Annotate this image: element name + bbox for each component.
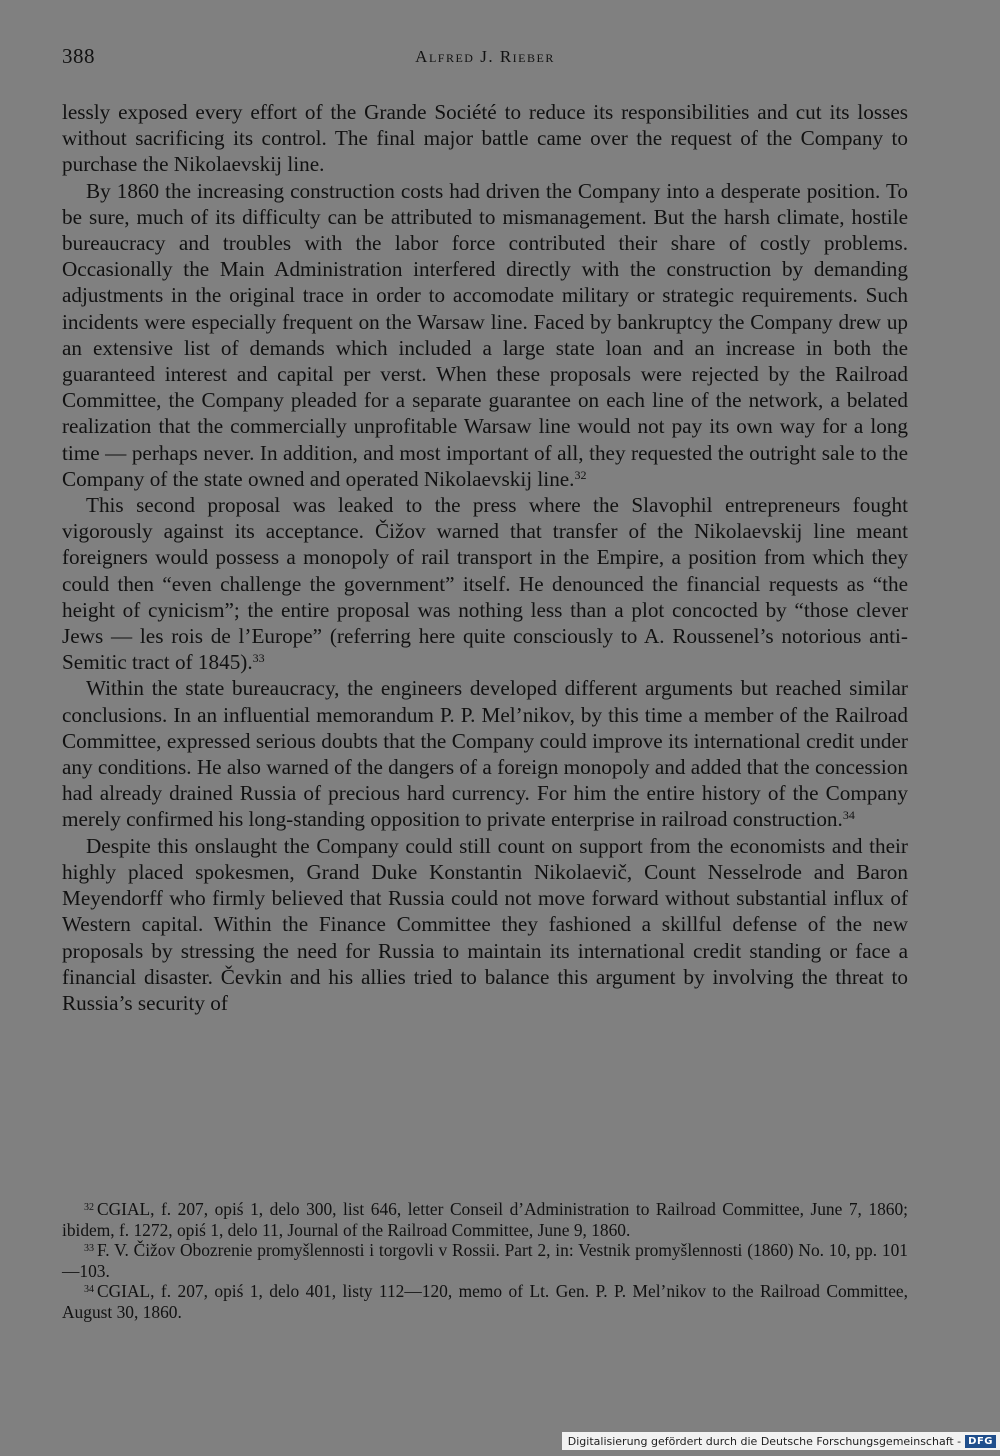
page-number: 388	[62, 44, 95, 68]
page-header	[62, 44, 908, 74]
footnote-ref-32: 32	[574, 467, 587, 482]
banner-text: Digitalisierung gefördert durch die Deutsche Forschungsgemeinschaft -	[567, 1434, 962, 1448]
footnote-32: $^{32}$ CGIAL, f. 207, opiś 1, delo 300, list 646, letter Conseil d’Administration to Railroad Committee, June 7, 1860; ibidem, f. 1272, opiś 1, delo 11, Journal of the Railroad Committee, June 9, 1860.	[62, 1199, 908, 1240]
running-head: Alfred J. Rieber	[415, 47, 555, 66]
dfg-logo: DFG	[965, 1435, 996, 1448]
footnote-number: 33	[84, 1243, 94, 1255]
footnote-ref-33: 33	[252, 651, 265, 666]
paragraph-5: Despite this onslaught the Company could still count on support from the economists and their highly placed spokesmen, Grand Duke Konstantin Nikolaevič, Count Nesselrode and Baron Meyendorff who firmly believed that Russia could not move forward without substantial influx of Western capital. Within the Finance Committee they fashioned a skillful defense of the new proposals by stressing the need for Russia to maintain its international credit standing or face a financial disaster. Čevkin and his allies tried to balance this argument by involving the threat to Russia’s security of	[62, 833, 908, 1015]
paragraph-1: lessly exposed every effort of the Grande Société to reduce its responsibilities and cut its losses without sacrificing its control. The final major battle came over the request of the Company to purchase the Nikolaevskij line.	[62, 100, 908, 177]
footnotes	[62, 1199, 908, 1323]
footnote-number: 34	[84, 1284, 94, 1296]
paragraph-4: Within the state bureaucracy, the engineers developed different arguments but reached similar conclusions. In an influential memorandum P. P. Mel’nikov, by this time a member of the Railroad Committee, expressed serious doubts that the Company could improve its international credit under any conditions. He also warned of the dangers of a foreign monopoly and added that the concession had already drained Russia of precious hard currency. For him the entire history of the Company merely confirmed his long-standing opposition to private enterprise in railroad construction.$^{34}$	[62, 676, 908, 832]
digitization-banner	[562, 1432, 1000, 1450]
footnote-33: $^{33}$ F. V. Čižov Obozrenie promyšlennosti i torgovli v Rossii. Part 2, in: Vestnik promyšlennosti (1860) No. 10, pp. 101—103.	[62, 1240, 908, 1281]
paragraph-2: By 1860 the increasing construction costs had driven the Company into a desperate position. To be sure, much of its difficulty can be attributed to mismanagement. But the harsh climate, hostile bureaucracy and troubles with the labor force contributed their share of costly problems. Occasionally the Main Administration interfered directly with the construction by demanding adjustments in the original trace in order to accomodate military or strategic requirements. Such incidents were especially frequent on the Warsaw line. Faced by bankruptcy the Company drew up an extensive list of demands which included a large state loan and an increase in both the guaranteed interest and capital per verst. When these proposals were rejected by the Railroad Committee, the Company pleaded for a separate guarantee on each line of the network, a belated realization that the commercially unprofitable Warsaw line would not pay its own way for a long time — perhaps never. In addition, and most important of all, they requested the outright sale to the Company of the state owned and operated Nikolaevskij line.$^{32}$	[62, 178, 908, 491]
body-text	[62, 99, 908, 1016]
paragraph-3: This second proposal was leaked to the press where the Slavophil entrepreneurs fought vigorously against its acceptance. Čižov warned that transfer of the Nikolaevskij line meant foreigners would possess a monopoly of rail transport in the Empire, a position from which they could then “even challenge the government” itself. He denounced the financial requests as “the height of cynicism”; the entire proposal was nothing less than a plot concocted by “those clever Jews — les rois de l’Europe” (referring here quite consciously to A. Roussenel’s notorious anti-Semitic tract of 1845).$^{33}$	[62, 493, 908, 675]
footnote-ref-34: 34	[842, 808, 855, 823]
footnote-34: $^{34}$ CGIAL, f. 207, opiś 1, delo 401, listy 112—120, memo of Lt. Gen. P. P. Mel’nikov to the Railroad Committee, August 30, 1860.	[62, 1281, 908, 1322]
footnote-number: 32	[84, 1202, 94, 1213]
